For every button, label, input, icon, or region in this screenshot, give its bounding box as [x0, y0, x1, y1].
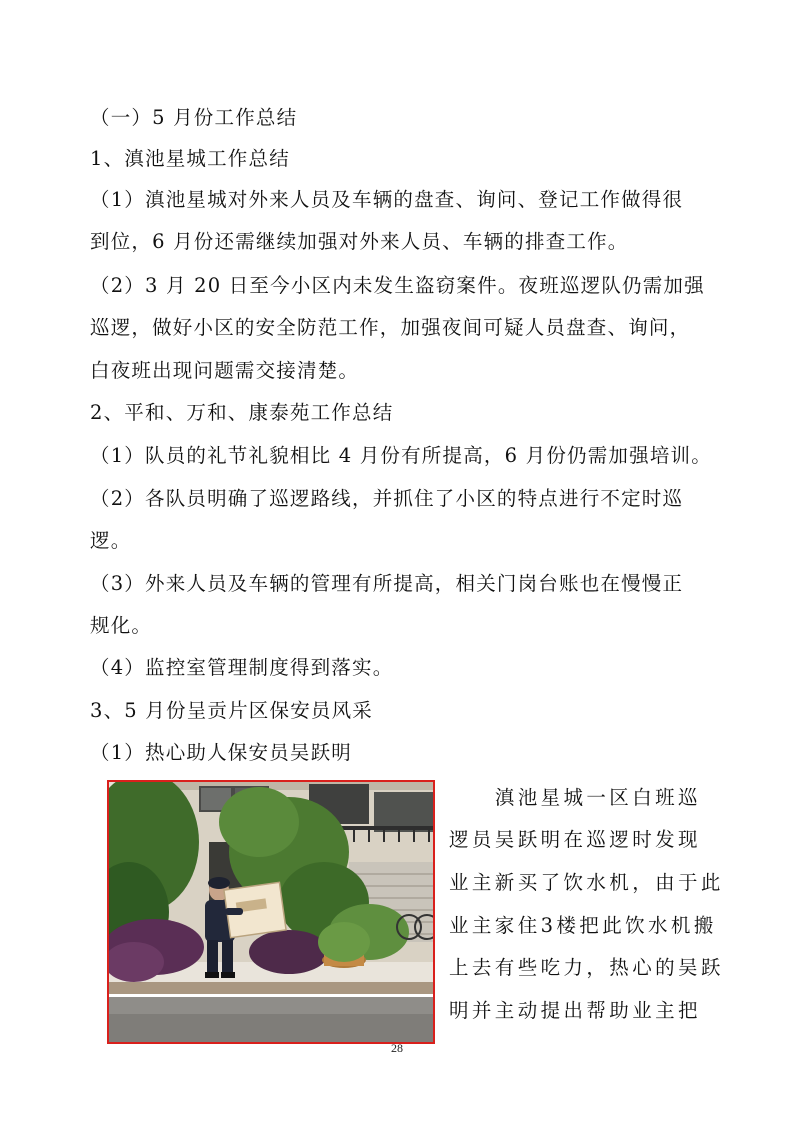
- paragraph-line: （4）监控室管理制度得到落实。: [90, 656, 394, 679]
- paragraph-line: 白夜班出现问题需交接清楚。: [90, 359, 360, 382]
- photo-caption-line: 明并主动提出帮助业主把: [449, 999, 701, 1022]
- paragraph-line: （2）3 月 20 日至今小区内未发生盗窃案件。夜班巡逻队仍需加强: [90, 274, 705, 297]
- paragraph-line: （1）热心助人保安员吴跃明: [90, 741, 353, 764]
- photo-caption-line: 滇池星城一区白班巡: [449, 786, 701, 809]
- section-title-3: 3、5 月份呈贡片区保安员风采: [90, 699, 374, 722]
- photo-caption-line: 业主家住3楼把此饮水机搬: [449, 914, 717, 937]
- paragraph-line: 巡逻，做好小区的安全防范工作，加强夜间可疑人员盘查、询问，: [90, 316, 691, 339]
- photo-caption-line: 逻员吴跃明在巡逻时发现: [449, 828, 701, 851]
- page-number: 28: [391, 1041, 403, 1055]
- paragraph-line: 规化。: [90, 614, 153, 637]
- photo-security-guard-carrying-box: [107, 780, 435, 1044]
- section-heading: （一）5 月份工作总结: [90, 106, 298, 129]
- paragraph-line: （1）滇池星城对外来人员及车辆的盘查、询问、登记工作做得很: [90, 188, 684, 211]
- section-title-1: 1、滇池星城工作总结: [90, 147, 290, 170]
- section-title-2: 2、平和、万和、康泰苑工作总结: [90, 401, 394, 424]
- paragraph-line: （1）队员的礼节礼貌相比 4 月份有所提高，6 月份仍需加强培训。: [90, 444, 712, 467]
- paragraph-line: 到位，6 月份还需继续加强对外来人员、车辆的排查工作。: [90, 230, 629, 253]
- paragraph-line: （2）各队员明确了巡逻路线，并抓住了小区的特点进行不定时巡: [90, 487, 684, 510]
- photo-caption-line: 业主新买了饮水机，由于此: [449, 871, 724, 894]
- photo-caption-line: 上去有些吃力，热心的吴跃: [449, 956, 724, 979]
- paragraph-line: 逻。: [90, 529, 132, 552]
- paragraph-line: （3）外来人员及车辆的管理有所提高，相关门岗台账也在慢慢正: [90, 572, 684, 595]
